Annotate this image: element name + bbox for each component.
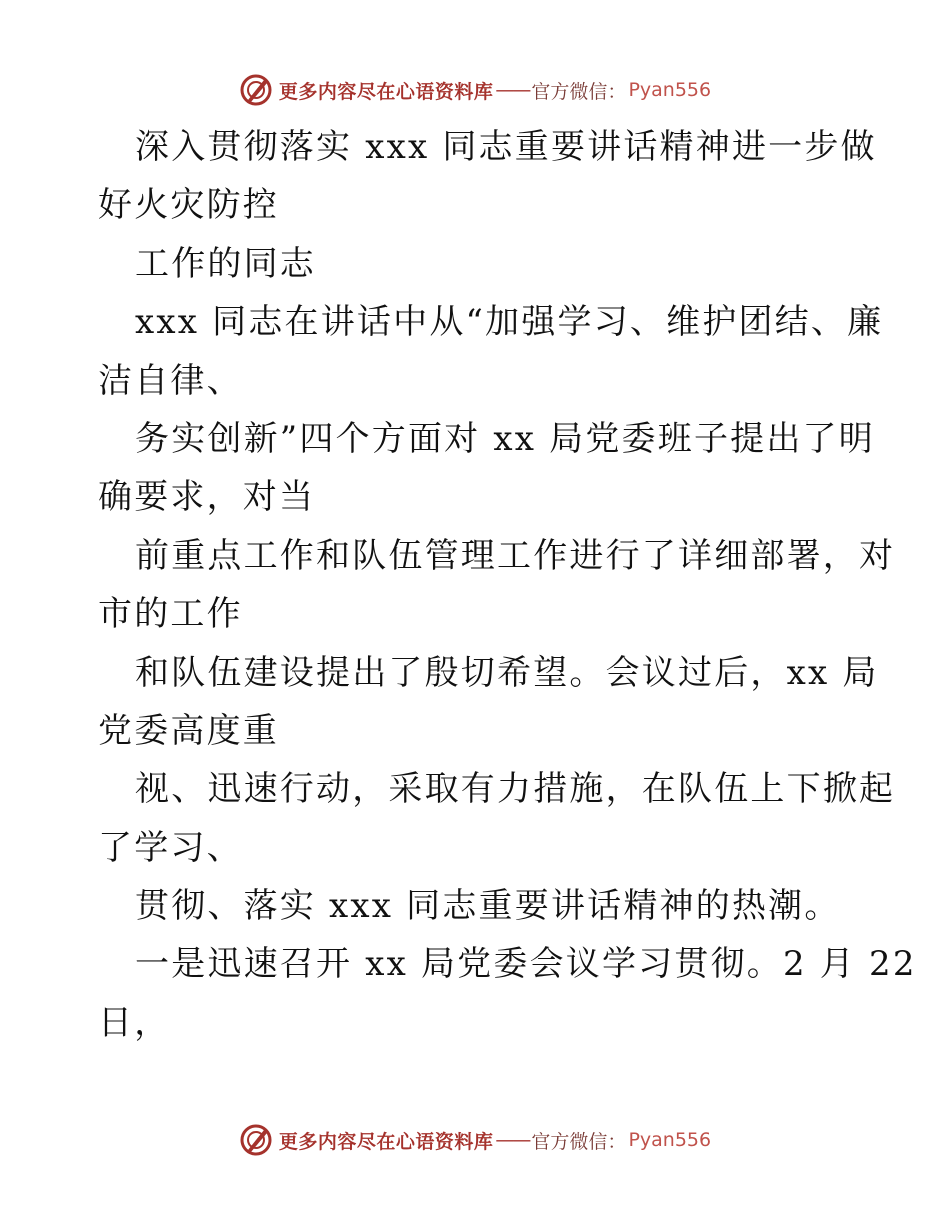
banner-dash: —— [495,79,530,101]
text-line: 前重点工作和队伍管理工作进行了详细部署，对 [135,535,896,576]
text-line: 贯彻、落实 xxx 同志重要讲话精神的热潮。 [135,886,841,927]
text-line: 了学习、 [98,827,243,868]
banner-title: 更多内容尽在心语资料库 [278,80,494,103]
text-line: 和队伍建设提出了殷切希望。会议过后，xx 局 [135,652,879,693]
text-line: 务实创新”四个方面对 xx 局党委班子提出了明 [135,418,875,459]
logo-icon [239,1123,273,1157]
text-line: 好火灾防控 [98,185,279,226]
text-line: 洁自律、 [98,360,243,401]
banner-wechat-id: Pyan556 [628,1129,712,1151]
banner-dash: —— [495,1129,530,1151]
text-line: 确要求，对当 [98,477,316,518]
header-banner [0,70,950,110]
banner-title: 更多内容尽在心语资料库 [278,1130,494,1153]
banner-wechat-label: 官方微信： [531,1130,627,1153]
footer-banner [0,1120,950,1160]
logo-icon [239,73,273,107]
text-line: 视、迅速行动，采取有力措施，在队伍上下掀起 [135,769,896,810]
text-line: 一是迅速召开 xx 局党委会议学习贯彻。2 月 22 [135,944,917,985]
text-line: xxx 同志在讲话中从“加强学习、维护团结、廉 [135,302,884,343]
text-line: 日， [98,1002,171,1043]
document-body [98,118,917,1052]
text-line: 工作的同志 [135,243,316,284]
banner-wechat-id: Pyan556 [628,79,712,101]
text-line: 市的工作 [98,594,243,635]
text-line: 深入贯彻落实 xxx 同志重要讲话精神进一步做 [135,127,877,167]
text-line: 党委高度重 [98,710,279,751]
banner-wechat-label: 官方微信： [531,80,627,103]
